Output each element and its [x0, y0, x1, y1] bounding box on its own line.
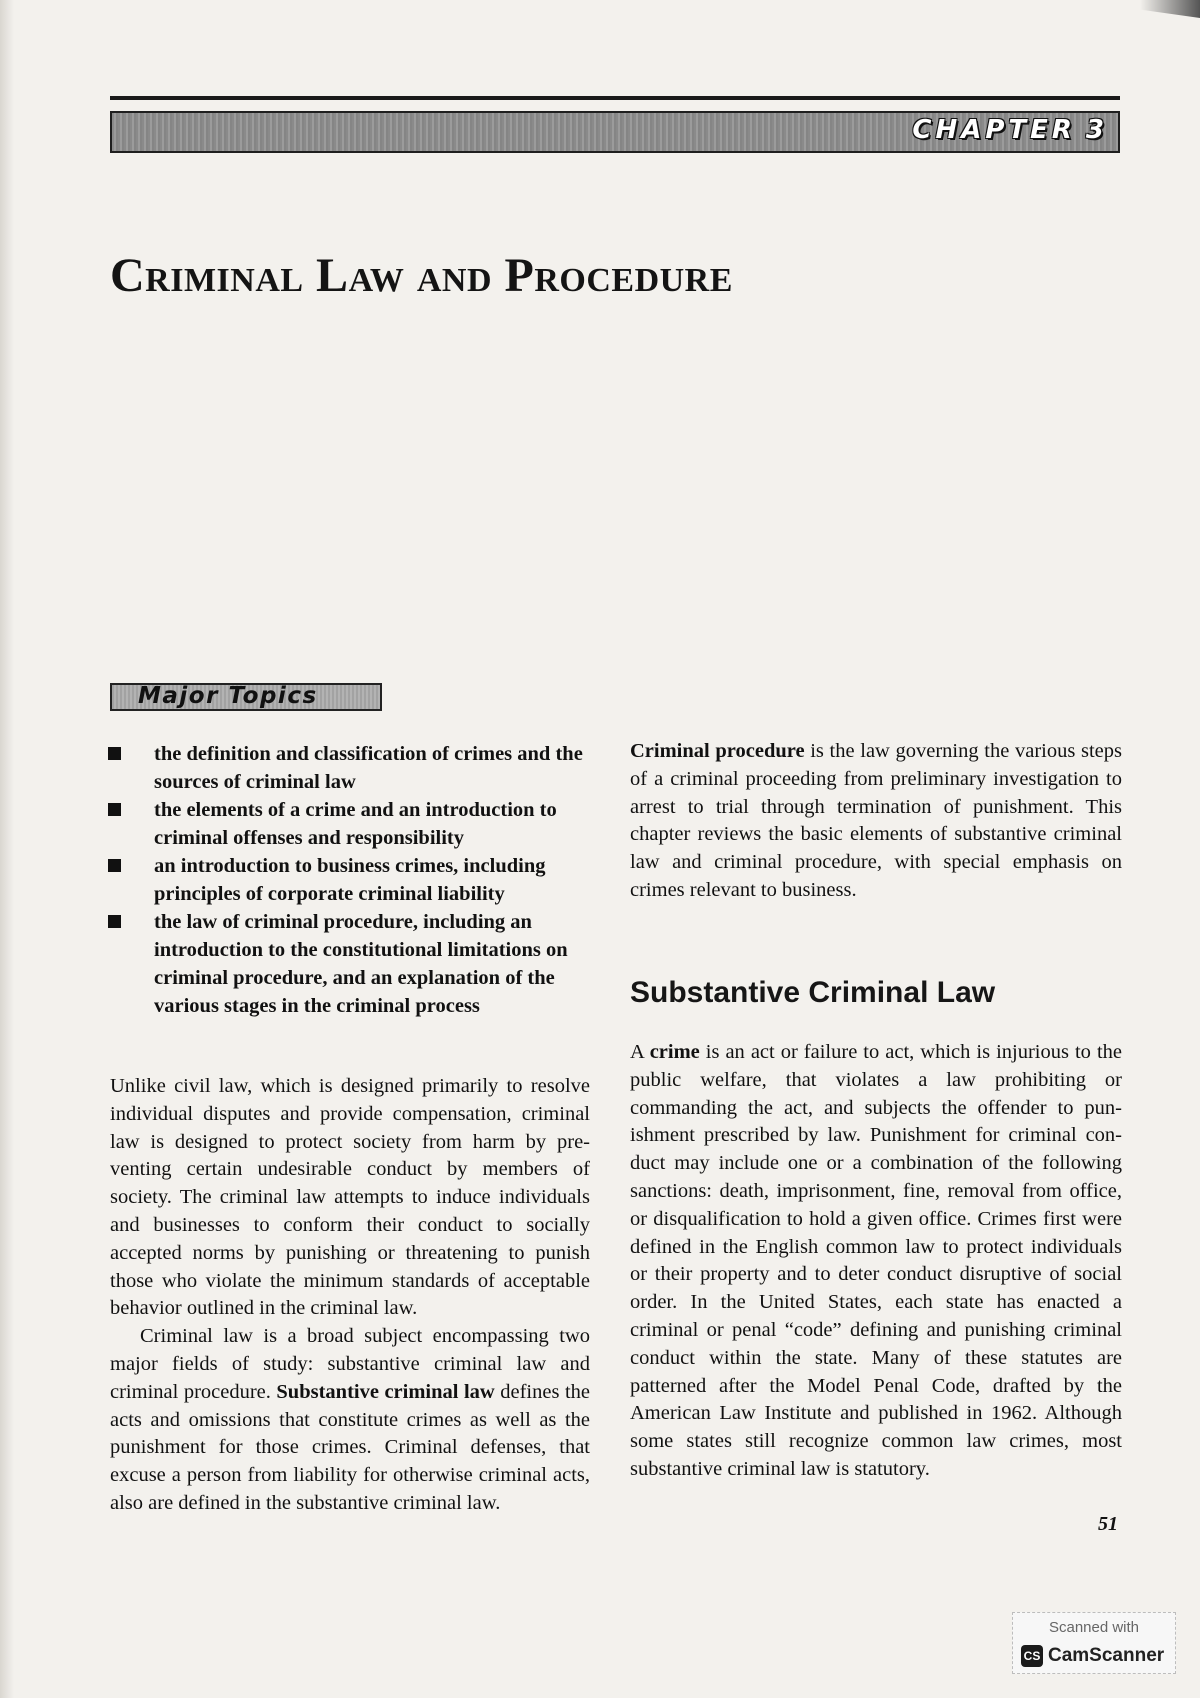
topic-item: [108, 908, 598, 1020]
intro-paragraph-2-continued: [630, 738, 1122, 905]
intro-column-right: [630, 738, 1122, 905]
topic-text: an introduction to business crimes, including principles of corporate criminal liability: [154, 855, 546, 905]
camscanner-watermark: [1012, 1612, 1176, 1674]
chapter-banner: [110, 111, 1120, 153]
major-topics-tab: [110, 683, 382, 711]
term-substantive-criminal-law: Substantive criminal law: [276, 1380, 495, 1403]
chapter-number: 3: [1085, 115, 1108, 145]
intro-p2-end: is the law governing the various steps of a criminal proceeding from preliminary investigation to arrest to trial through termination of punishment. This chapter reviews the basic elements of substantive criminal law and criminal procedure, with special emphasis on crimes relevant to business.: [630, 740, 1122, 901]
term-crime: crime: [649, 1041, 700, 1063]
topic-item: [108, 852, 598, 908]
topic-text: the definition and classification of crimes and the sources of criminal law: [154, 743, 583, 793]
topic-item: [108, 740, 598, 796]
term-criminal-procedure: Criminal procedure: [630, 740, 805, 762]
chapter-label: [912, 115, 1108, 145]
section-body: [630, 1039, 1122, 1484]
chapter-top-rule: [110, 96, 1120, 100]
chapter-title: Criminal Law and Procedure: [110, 249, 733, 302]
watermark-name: CamScanner: [1048, 1645, 1165, 1666]
square-bullet-icon: [108, 803, 121, 816]
square-bullet-icon: [108, 915, 121, 928]
section-heading: Substantive Criminal Law: [630, 976, 996, 1009]
major-topics-heading: Major Topics: [138, 683, 318, 709]
topic-item: [108, 796, 598, 852]
section-paragraph: [630, 1039, 1122, 1484]
intro-paragraph-2: [110, 1323, 590, 1518]
topic-text: the law of criminal procedure, including an introduction to the constitutional limitations on criminal procedure, and an explanation of the various stages in the criminal process: [154, 911, 568, 1017]
square-bullet-icon: [108, 859, 121, 872]
intro-p2-start: Criminal law is a broad subject encompassing two major fields of study: substantive criminal law and criminal procedure.: [110, 1325, 590, 1403]
section-p-start: A: [630, 1041, 650, 1063]
watermark-brand: [1021, 1644, 1164, 1668]
chapter-word: CHAPTER: [912, 115, 1076, 145]
intro-p2-rest: defines the acts and omissions that constitute crimes as well as the punishment for those crimes. Criminal defenses, that excuse a person from liability for otherwise criminal acts, also are defined in the substantive criminal law.: [110, 1380, 590, 1514]
page-number: 51: [1098, 1513, 1118, 1535]
watermark-caption: Scanned with: [1048, 1619, 1140, 1636]
page-corner-mark: [1140, 0, 1200, 18]
major-topics-list: [108, 740, 598, 1020]
section-p-rest: is an act or failure to act, which is injurious to the public welfare, that violates a law prohibiting or commanding the act, and subjects the offender to punishment prescribed by law. Punishment for criminal conduct may include one or a combination of the following sanctions: death, imprisonment, fine, removal from office, or disqualification to hold a given office. Crimes first were defined in the English common law to protect individuals or their property and to deter conduct disruptive of social order. In the United States, each state has enacted a criminal or penal “code” defining and punishing criminal conduct within the state. Many of these statutes are patterned after the Model Penal Code, drafted by the American Law Institute and published in 1962. Although some states still recognize common law crimes, most substantive criminal law is statutory.: [630, 1041, 1122, 1480]
intro-paragraph-1: Unlike civil law, which is designed primarily to resolve individual disputes and provide compensation, criminal law is designed to protect society from harm by preventing certain undesirable conduct by members of society. The criminal law attempts to induce individuals and businesses to conform their conduct to socially accepted norms by punishing or threatening to punish those who violate the minimum standards of acceptable behavior outlined in the criminal law.: [110, 1075, 590, 1320]
camscanner-logo-icon: CS: [1021, 1645, 1043, 1667]
topic-text: the elements of a crime and an introduction to criminal offenses and responsibility: [154, 799, 557, 849]
page-edge-shadow: [0, 0, 14, 1698]
square-bullet-icon: [108, 747, 121, 760]
intro-column-left: [110, 1073, 590, 1518]
